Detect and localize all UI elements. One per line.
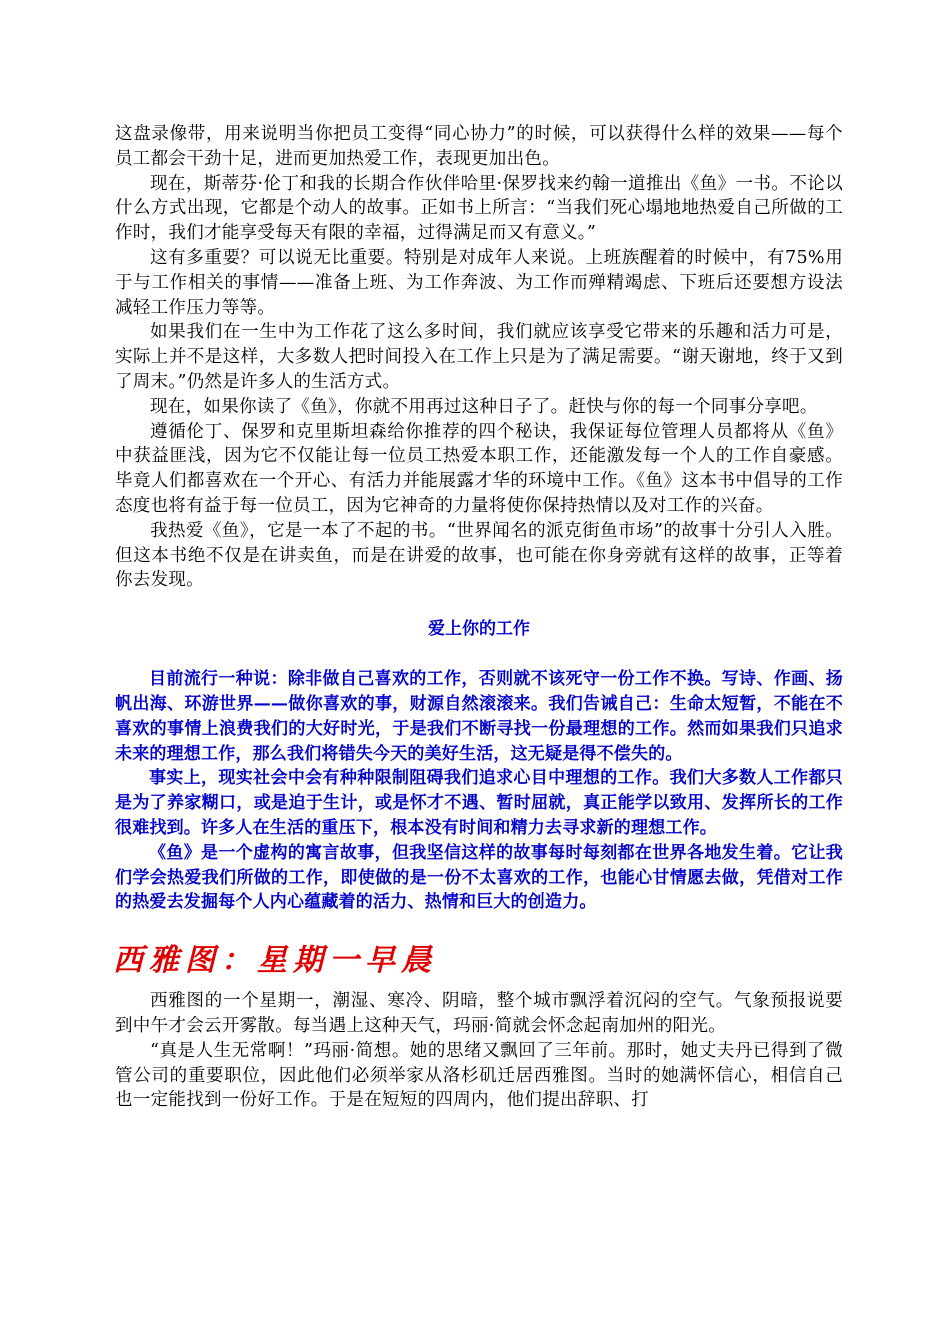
intro-paragraph: 遵循伦丁、保罗和克里斯坦森给你推荐的四个秘诀，我保证每位管理人员都将从《鱼》中获益匪浅，因为它不仅能让每一位员工热爱本职工作，还能激发每一个人的工作自豪感。毕竟人们都喜欢在一个开心、有活力并能展露才华的环境中工作。《鱼》这本书中倡导的工作态度也将有益于每一位员工，因为它神奇的力量将使你保持热情以及对工作的兴奋。 bbox=[115, 421, 843, 516]
intro-paragraph: 这有多重要？可以说无比重要。特别是对成年人来说。上班族醒着的时候中，有75%用于与工作相关的事情——准备上班、为工作奔波、为工作而殚精竭虑、下班后还要想方设法减轻工作压力等等。 bbox=[115, 247, 843, 318]
intro-paragraph: 这盘录像带，用来说明当你把员工变得“同心协力”的时候，可以获得什么样的效果——每个员工都会干劲十足，进而更加热爱工作，表现更加出色。 bbox=[115, 124, 843, 169]
love-section-paragraph: 目前流行一种说：除非做自己喜欢的工作，否则就不该死守一份工作不换。写诗、作画、扬帆出海、环游世界——做你喜欢的事，财源自然滚滚来。我们告诫自己：生命太短暂，不能在不喜欢的事情上浪费我们的大好时光，于是我们不断寻找一份最理想的工作。然而如果我们只追求未来的理想工作，那么我们将错失今天的美好生活，这无疑是得不偿失的。 bbox=[115, 669, 843, 764]
love-section-paragraph: 事实上，现实社会中会有种种限制阻碍我们追求心目中理想的工作。我们大多数人工作都只是为了养家糊口，或是迫于生计，或是怀才不遇、暂时屈就，真正能学以致用、发挥所长的工作很难找到。许多人在生活的重压下，根本没有时间和精力去寻求新的理想工作。 bbox=[115, 768, 843, 838]
intro-paragraph: 现在，如果你读了《鱼》，你就不用再过这种日子了。赶快与你的每一个同事分享吧。 bbox=[150, 396, 818, 417]
document-page bbox=[115, 122, 843, 1113]
chapter-paragraph: 西雅图的一个星期一，潮湿、寒冷、阴暗，整个城市飘浮着沉闷的空气。气象预报说要到中午才会云开雾散。每当遇上这种天气，玛丽·简就会怀念起南加州的阳光。 bbox=[115, 991, 843, 1036]
intro-paragraph: 我热爱《鱼》，它是一本了不起的书。“世界闻名的派克街鱼市场”的故事十分引人入胜。但这本书绝不仅是在讲卖鱼，而是在讲爱的故事，也可能在你身旁就有这样的故事，正等着你去发现。 bbox=[115, 520, 843, 591]
intro-paragraph: 现在，斯蒂芬·伦丁和我的长期合作伙伴哈里·保罗找来约翰一道推出《鱼》一书。不论以什么方式出现，它都是个动人的故事。正如书上所言：“当我们死心塌地地热爱自己所做的工作时，我们才能享受每天有限的幸福，过得满足而又有意义。” bbox=[115, 173, 843, 244]
love-section-paragraph: 《鱼》是一个虚构的寓言故事，但我坚信这样的故事每时每刻都在世界各地发生着。它让我们学会热爱我们所做的工作，即使做的是一份不太喜欢的工作，也能心甘情愿去做，凭借对工作的热爱去发掘每个人内心蕴藏着的活力、热情和巨大的创造力。 bbox=[115, 842, 843, 913]
chapter-title: 西雅图：星期一早晨 bbox=[113, 943, 437, 979]
chapter-paragraph: “真是人生无常啊！”玛丽·简想。她的思绪又飘回了三年前。那时，她丈夫丹已得到了微管公司的重要职位，因此他们必须举家从洛杉矶迁居西雅图。当时的她满怀信心，相信自己也一定能找到一份好工作。于是在短短的四周内，他们提出辞职、打 bbox=[115, 1040, 843, 1111]
intro-paragraph: 如果我们在一生中为工作花了这么多时间，我们就应该享受它带来的乐趣和活力可是，实际上并不是这样，大多数人把时间投入在工作上只是为了满足需要。“谢天谢地，终于又到了周末。”仍然是许多人的生活方式。 bbox=[115, 322, 843, 392]
section-heading-love-your-work: 爱上你的工作 bbox=[428, 619, 530, 640]
